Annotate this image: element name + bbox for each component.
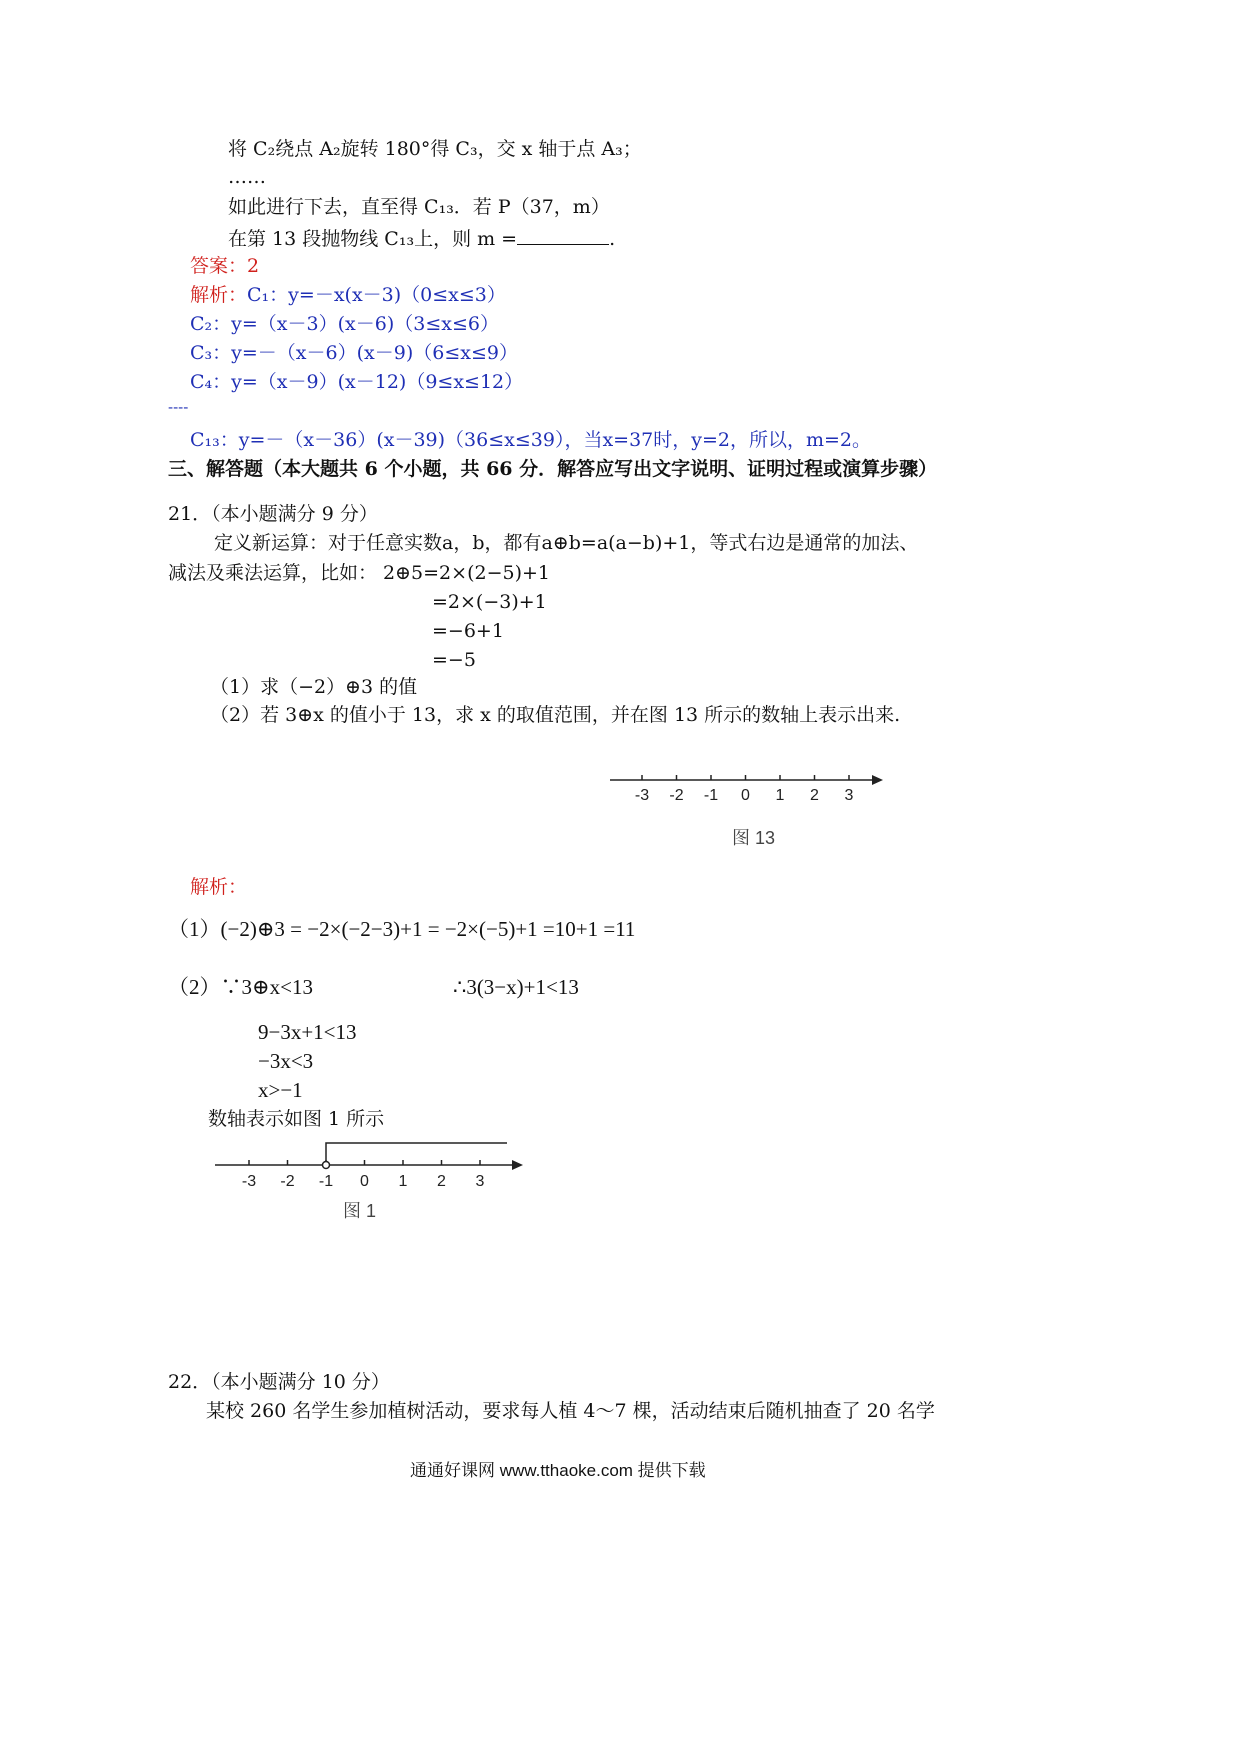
fig13-caption: 图 13 [732, 828, 776, 848]
sol2-therefore: ∴3(3−x)+1<13 [452, 975, 579, 999]
page-footer: 通通好课网 www.tthaoke.com 提供下载 [410, 1461, 706, 1480]
q21-part1: （1）求（−2）⊕3 的值 [210, 676, 418, 698]
q22-title: 22．（本小题满分 10 分） [168, 1371, 390, 1393]
q20-line4 [228, 226, 615, 251]
q20-line4-pre: 在第 13 段抛物线 C₁₃上，则 m = [228, 228, 518, 250]
open-circle-marker [323, 1162, 330, 1169]
dashes: ---- [168, 398, 189, 416]
tick-label: -1 [318, 1173, 334, 1190]
q20-line4-post: . [609, 228, 616, 250]
q21-solution1: （1）(−2)⊕3 = −2×(−2−3)+1 = −2×(−5)+1 =10+1 =11 [168, 917, 636, 941]
tick-label: 0 [360, 1173, 369, 1190]
tick-label: -3 [241, 1173, 257, 1190]
tick-label: 0 [741, 787, 750, 804]
q20-line3: 如此进行下去，直至得 C₁₃．若 P（37，m） [228, 196, 610, 218]
q21-solution2-note: 数轴表示如图 1 所示 [208, 1108, 385, 1130]
q21-definition-line1: 定义新运算：对于任意实数a，b，都有a⊕b=a(a−b)+1，等式右边是通常的加法、 [214, 532, 919, 554]
q20-analysis-c1 [190, 284, 506, 307]
q21-solution2-line1 [168, 975, 579, 1000]
q21-part2: （2）若 3⊕x 的值小于 13，求 x 的取值范围，并在图 13 所示的数轴上表示出来. [210, 704, 901, 726]
c4-formula: C₄：y=（x－9）(x－12)（9≤x≤12） [190, 371, 524, 393]
tick-label: 1 [775, 787, 785, 804]
q20-line1: 将 C₂绕点 A₂旋转 180°得 C₃，交 x 轴于点 A₃； [228, 138, 642, 160]
answer-blank [517, 226, 609, 245]
q21-analysis-label: 解析： [190, 876, 248, 898]
c1-formula: C₁：y=－x(x－3)（0≤x≤3） [247, 284, 506, 306]
q21-solution2-step2: −3x<3 [258, 1049, 314, 1073]
tick-label: 2 [437, 1173, 446, 1190]
q21-step2: =−6+1 [432, 620, 504, 642]
q21-title: 21．（本小题满分 9 分） [168, 503, 378, 525]
q21-step1: =2×(−3)+1 [432, 591, 547, 613]
c13-formula: C₁₃：y=－（x－36）(x－39)（36≤x≤39），当x=37时，y=2，所以，m=2。 [190, 429, 872, 451]
q21-definition-line2: 减法及乘法运算，比如： 2⊕5=2×(2−5)+1 [168, 562, 550, 584]
axis-arrow [872, 775, 883, 785]
tick-label: 1 [398, 1173, 408, 1190]
tick-label: -2 [669, 787, 684, 804]
tick-label: 3 [844, 787, 854, 804]
sol2-given: （2）∵3⊕x<13 [168, 975, 313, 999]
q20-ellipsis: …… [228, 166, 266, 188]
q20-answer: 答案：2 [190, 255, 260, 277]
axis-arrow [512, 1160, 523, 1170]
number-line-fig13 [600, 765, 900, 815]
tick-label: -2 [280, 1173, 295, 1190]
tick-label: 2 [810, 787, 819, 804]
q21-solution2-step3: x>−1 [258, 1078, 303, 1102]
c3-formula: C₃：y=－（x－6）(x－9)（6≤x≤9） [190, 342, 518, 364]
q21-solution2-step1: 9−3x+1<13 [258, 1020, 357, 1044]
q22-line1: 某校 260 名学生参加植树活动，要求每人植 4～7 棵，活动结束后随机抽查了 20 名学 [206, 1400, 935, 1422]
section-heading: 三、解答题（本大题共 6 个小题，共 66 分．解答应写出文字说明、证明过程或演算步骤） [168, 458, 938, 480]
c2-formula: C₂：y=（x－3）(x－6)（3≤x≤6） [190, 313, 499, 335]
q21-step3: =−5 [432, 649, 476, 671]
tick-label: 3 [475, 1173, 485, 1190]
analysis-label: 解析： [190, 284, 248, 306]
fig1-caption: 图 1 [343, 1201, 377, 1221]
number-line-fig1 [205, 1135, 535, 1195]
tick-label: -1 [703, 787, 719, 804]
tick-label: -3 [634, 787, 650, 804]
solution-set-bracket [326, 1143, 507, 1162]
